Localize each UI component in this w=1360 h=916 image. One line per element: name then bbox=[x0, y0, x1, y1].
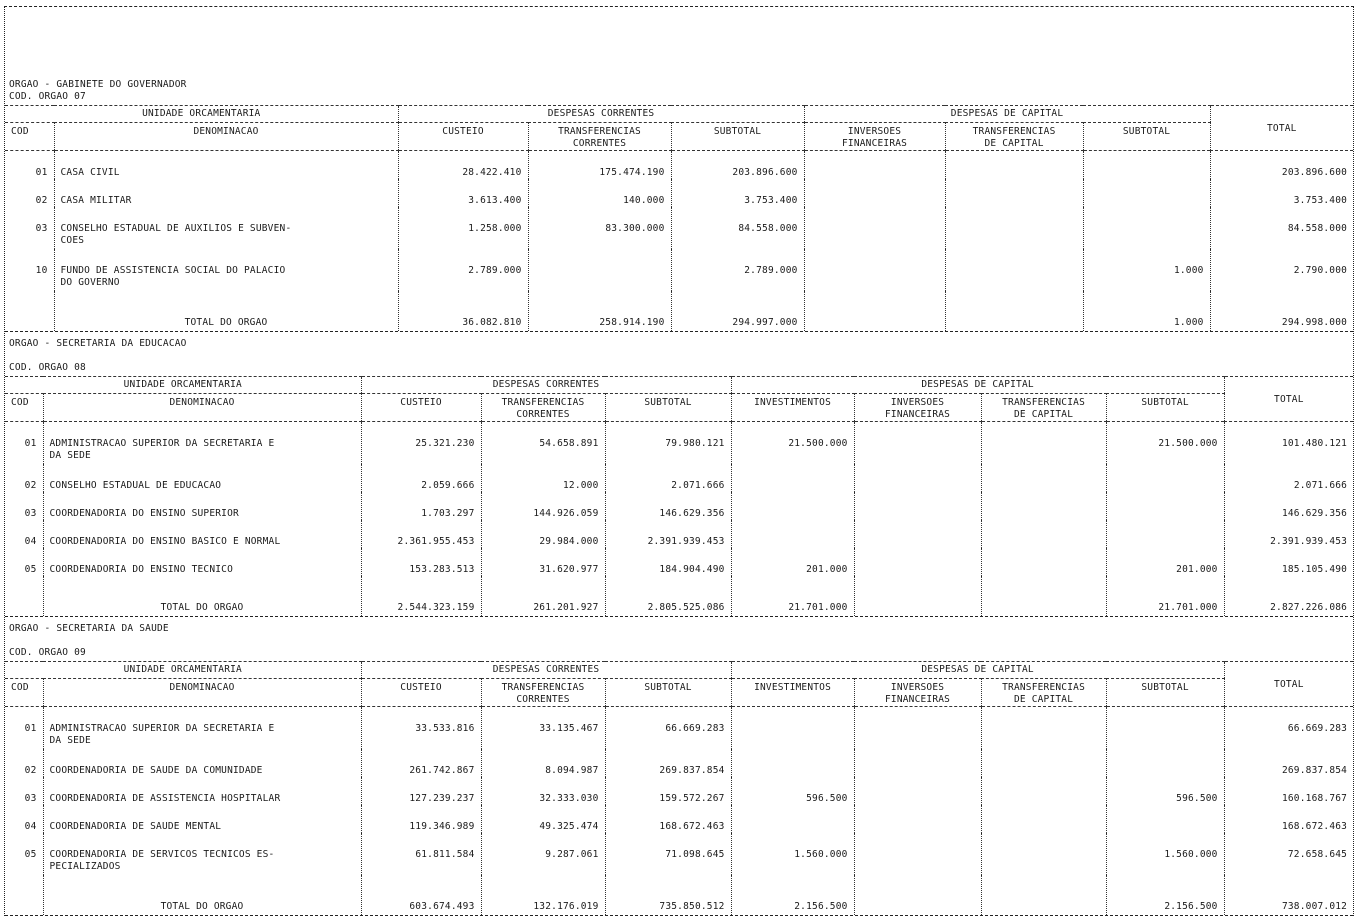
total-invest: 21.701.000 bbox=[731, 576, 854, 616]
total-cod-empty bbox=[5, 291, 54, 331]
table-row bbox=[5, 805, 1353, 833]
total-inversoes bbox=[854, 875, 981, 915]
cell-total: 168.672.463 bbox=[1224, 805, 1353, 833]
cell-inversoes bbox=[854, 777, 981, 805]
cell-transf: 32.333.030 bbox=[481, 777, 605, 805]
cell-transf: 29.984.000 bbox=[481, 520, 605, 548]
header-subtotal-capital: SUBTOTAL bbox=[1106, 679, 1224, 707]
table-row bbox=[5, 151, 1353, 180]
cell-transf: 31.620.977 bbox=[481, 548, 605, 576]
total-sub-cap: 1.000 bbox=[1083, 291, 1210, 331]
total-transf-cap bbox=[945, 291, 1083, 331]
header-inversoes-financeiras bbox=[854, 679, 981, 707]
header-custeio: CUSTEIO bbox=[361, 679, 481, 707]
row-cod: 01 bbox=[24, 723, 37, 734]
cell-sub-cap bbox=[1106, 749, 1224, 777]
header-subtotal-capital: SUBTOTAL bbox=[1106, 394, 1224, 422]
cell-sub-corr: 66.669.283 bbox=[605, 707, 731, 750]
header-line: DE CAPITAL bbox=[984, 138, 1044, 149]
header-total bbox=[1224, 377, 1353, 422]
header-line: TRANSFERENCIAS bbox=[501, 682, 585, 693]
header-total bbox=[1210, 106, 1353, 151]
row-cod: 01 bbox=[35, 167, 48, 178]
cell-sub-cap: 201.000 bbox=[1106, 548, 1224, 576]
total-total: 2.827.226.086 bbox=[1224, 576, 1353, 616]
header-subtotal-correntes: SUBTOTAL bbox=[605, 679, 731, 707]
total-cod-empty bbox=[5, 875, 43, 915]
cell-custeio: 153.283.513 bbox=[361, 548, 481, 576]
total-label: TOTAL DO ORGAO bbox=[43, 576, 361, 616]
total-total: 738.007.012 bbox=[1224, 875, 1353, 915]
cell-sub-corr: 203.896.600 bbox=[671, 151, 804, 180]
cell-transf-cap bbox=[981, 464, 1106, 492]
header-line: DE CAPITAL bbox=[1013, 409, 1074, 420]
cell-inversoes bbox=[854, 422, 981, 465]
cell-sub-corr: 184.904.490 bbox=[605, 548, 731, 576]
row-name-line: PECIALIZADOS bbox=[49, 861, 121, 872]
header-line: CORRENTES bbox=[516, 409, 570, 420]
header-custeio: CUSTEIO bbox=[361, 394, 481, 422]
table-row bbox=[5, 749, 1353, 777]
cell-custeio: 2.059.666 bbox=[361, 464, 481, 492]
row-cod: 02 bbox=[24, 480, 37, 491]
cell-sub-corr: 146.629.356 bbox=[605, 492, 731, 520]
row-name-line: DO GOVERNO bbox=[60, 277, 120, 288]
header-total bbox=[1224, 662, 1353, 707]
header-line: CORRENTES bbox=[516, 694, 570, 705]
header-line: FINANCEIRAS bbox=[841, 138, 908, 149]
total-cod-empty bbox=[5, 576, 43, 616]
header-line: INVERSOES bbox=[890, 397, 945, 408]
cell-inversoes bbox=[804, 249, 945, 291]
cell-total: 101.480.121 bbox=[1224, 422, 1353, 465]
header-line: CORRENTES bbox=[572, 138, 627, 149]
column-header-row bbox=[5, 123, 1353, 151]
cell-sub-corr: 71.098.645 bbox=[605, 833, 731, 875]
header-line: INVERSOES bbox=[847, 126, 902, 137]
cell-transf: 54.658.891 bbox=[481, 422, 605, 465]
budget-report-page bbox=[4, 6, 1354, 916]
cell-inversoes bbox=[854, 707, 981, 750]
header-investimentos: INVESTIMENTOS bbox=[731, 679, 854, 707]
orgao-code: COD. ORGAO 09 bbox=[9, 647, 86, 658]
table-row bbox=[5, 207, 1353, 249]
cell-invest: 201.000 bbox=[731, 548, 854, 576]
total-label: TOTAL DO ORGAO bbox=[43, 875, 361, 915]
cell-transf: 8.094.987 bbox=[481, 749, 605, 777]
cell-custeio: 3.613.400 bbox=[398, 179, 528, 207]
orgao-name: ORGAO - GABINETE DO GOVERNADOR bbox=[9, 79, 187, 90]
row-denominacao bbox=[54, 207, 398, 249]
cell-sub-corr: 3.753.400 bbox=[671, 179, 804, 207]
header-inversoes-financeiras bbox=[804, 123, 945, 151]
cell-invest bbox=[731, 464, 854, 492]
row-name-line: FUNDO DE ASSISTENCIA SOCIAL DO PALACIO bbox=[60, 265, 286, 276]
row-name-line: COORDENADORIA DO ENSINO SUPERIOR bbox=[49, 508, 239, 519]
row-name-line: COES bbox=[60, 235, 85, 246]
cell-custeio: 61.811.584 bbox=[361, 833, 481, 875]
total-custeio: 2.544.323.159 bbox=[361, 576, 481, 616]
cell-invest bbox=[731, 805, 854, 833]
orgao-header bbox=[5, 617, 1353, 661]
header-investimentos: INVESTIMENTOS bbox=[731, 394, 854, 422]
cell-transf: 9.287.061 bbox=[481, 833, 605, 875]
header-despesas-correntes: DESPESAS CORRENTES bbox=[361, 662, 731, 679]
orgao-name: ORGAO - SECRETARIA DA EDUCACAO bbox=[9, 338, 187, 349]
row-name-line: CONSELHO ESTADUAL DE AUXILIOS E SUBVEN- bbox=[60, 223, 292, 234]
cell-custeio: 25.321.230 bbox=[361, 422, 481, 465]
row-cod: 10 bbox=[35, 265, 48, 276]
cell-sub-cap bbox=[1083, 207, 1210, 249]
table-row bbox=[5, 833, 1353, 875]
cell-transf-cap bbox=[945, 179, 1083, 207]
row-cod: 01 bbox=[24, 438, 37, 449]
header-despesas-capital: DESPESAS DE CAPITAL bbox=[731, 662, 1224, 679]
cell-inversoes bbox=[854, 464, 981, 492]
row-denominacao bbox=[54, 249, 398, 291]
total-transf: 258.914.190 bbox=[528, 291, 671, 331]
total-transf: 261.201.927 bbox=[481, 576, 605, 616]
header-line: DE CAPITAL bbox=[1013, 694, 1074, 705]
cell-inversoes bbox=[804, 207, 945, 249]
cell-custeio: 28.422.410 bbox=[398, 151, 528, 180]
row-cod: 02 bbox=[24, 765, 37, 776]
cell-inversoes bbox=[854, 749, 981, 777]
cell-sub-corr: 168.672.463 bbox=[605, 805, 731, 833]
cell-total: 203.896.600 bbox=[1210, 151, 1353, 180]
row-name-line: CASA CIVIL bbox=[60, 167, 120, 178]
row-cod: 03 bbox=[35, 223, 48, 234]
cell-invest: 1.560.000 bbox=[731, 833, 854, 875]
total-custeio: 36.082.810 bbox=[398, 291, 528, 331]
row-denominacao bbox=[43, 777, 361, 805]
table-row bbox=[5, 548, 1353, 576]
total-sub-cap: 2.156.500 bbox=[1106, 875, 1224, 915]
cell-inversoes bbox=[854, 833, 981, 875]
cell-custeio: 119.346.989 bbox=[361, 805, 481, 833]
header-unidade: UNIDADE ORCAMENTARIA bbox=[5, 377, 361, 394]
header-line: FINANCEIRAS bbox=[884, 694, 951, 705]
cell-total: 269.837.854 bbox=[1224, 749, 1353, 777]
group-header-row bbox=[5, 662, 1353, 679]
row-denominacao bbox=[54, 179, 398, 207]
total-invest: 2.156.500 bbox=[731, 875, 854, 915]
cell-custeio: 1.258.000 bbox=[398, 207, 528, 249]
cell-total: 2.391.939.453 bbox=[1224, 520, 1353, 548]
row-denominacao bbox=[54, 151, 398, 180]
header-despesas-correntes: DESPESAS CORRENTES bbox=[398, 106, 804, 123]
cell-total: 146.629.356 bbox=[1224, 492, 1353, 520]
total-transf-cap bbox=[981, 576, 1106, 616]
header-total-label: TOTAL bbox=[1274, 394, 1304, 405]
header-total-label: TOTAL bbox=[1266, 123, 1297, 134]
total-transf-cap bbox=[981, 875, 1106, 915]
cell-sub-corr: 2.071.666 bbox=[605, 464, 731, 492]
cell-sub-cap bbox=[1106, 707, 1224, 750]
header-denominacao: DENOMINACAO bbox=[43, 394, 361, 422]
cell-sub-cap: 1.000 bbox=[1083, 249, 1210, 291]
orgao-code: COD. ORGAO 07 bbox=[9, 91, 86, 102]
row-name-line: COORDENADORIA DE ASSISTENCIA HOSPITALAR bbox=[49, 793, 281, 804]
cell-total: 2.790.000 bbox=[1210, 249, 1353, 291]
table-row bbox=[5, 464, 1353, 492]
row-cod: 05 bbox=[24, 564, 37, 575]
header-line: TRANSFERENCIAS bbox=[501, 397, 585, 408]
cell-total: 84.558.000 bbox=[1210, 207, 1353, 249]
header-denominacao: DENOMINACAO bbox=[54, 123, 398, 151]
header-cod: COD bbox=[5, 123, 54, 151]
group-header-row bbox=[5, 106, 1353, 123]
header-subtotal-correntes: SUBTOTAL bbox=[605, 394, 731, 422]
table-row bbox=[5, 707, 1353, 750]
row-denominacao bbox=[43, 520, 361, 548]
row-denominacao bbox=[43, 464, 361, 492]
cell-transf-cap bbox=[981, 422, 1106, 465]
table-row bbox=[5, 422, 1353, 465]
cell-invest bbox=[731, 520, 854, 548]
cell-sub-cap: 1.560.000 bbox=[1106, 833, 1224, 875]
row-name-line: COORDENADORIA DO ENSINO TECNICO bbox=[49, 564, 234, 575]
cell-custeio: 2.789.000 bbox=[398, 249, 528, 291]
header-cod: COD bbox=[5, 679, 43, 707]
header-line: TRANSFERENCIAS bbox=[972, 126, 1056, 137]
cell-custeio: 127.239.237 bbox=[361, 777, 481, 805]
header-line: FINANCEIRAS bbox=[884, 409, 951, 420]
total-label: TOTAL DO ORGAO bbox=[54, 291, 398, 331]
header-total-label: TOTAL bbox=[1274, 679, 1304, 690]
cell-invest bbox=[731, 707, 854, 750]
cell-transf: 12.000 bbox=[481, 464, 605, 492]
row-cod: 03 bbox=[24, 508, 37, 519]
total-custeio: 603.674.493 bbox=[361, 875, 481, 915]
orgao-name: ORGAO - SECRETARIA DA SAUDE bbox=[9, 623, 169, 634]
cell-transf-cap bbox=[945, 151, 1083, 180]
total-sub-corr: 294.997.000 bbox=[671, 291, 804, 331]
row-cod: 03 bbox=[24, 793, 37, 804]
cell-transf: 140.000 bbox=[528, 179, 671, 207]
row-cod: 05 bbox=[24, 849, 37, 860]
row-name-line: DA SEDE bbox=[49, 450, 91, 461]
cell-transf-cap bbox=[981, 805, 1106, 833]
cell-transf-cap bbox=[981, 520, 1106, 548]
cell-total: 3.753.400 bbox=[1210, 179, 1353, 207]
row-denominacao bbox=[43, 805, 361, 833]
cell-invest bbox=[731, 492, 854, 520]
cell-invest: 21.500.000 bbox=[731, 422, 854, 465]
row-name-line: COORDENADORIA DE SAUDE MENTAL bbox=[49, 821, 222, 832]
total-sub-corr: 2.805.525.086 bbox=[605, 576, 731, 616]
row-denominacao bbox=[43, 707, 361, 750]
header-subtotal-capital: SUBTOTAL bbox=[1083, 123, 1210, 151]
total-inversoes bbox=[854, 576, 981, 616]
column-header-row bbox=[5, 394, 1353, 422]
row-name-line: COORDENADORIA DO ENSINO BASICO E NORMAL bbox=[49, 536, 281, 547]
cell-transf: 83.300.000 bbox=[528, 207, 671, 249]
table-row bbox=[5, 492, 1353, 520]
cell-transf-cap bbox=[981, 777, 1106, 805]
cell-total: 66.669.283 bbox=[1224, 707, 1353, 750]
cell-transf-cap bbox=[981, 707, 1106, 750]
cell-transf-cap bbox=[945, 207, 1083, 249]
header-inversoes-financeiras bbox=[854, 394, 981, 422]
cell-transf bbox=[528, 249, 671, 291]
header-subtotal-correntes: SUBTOTAL bbox=[671, 123, 804, 151]
orgao-header bbox=[5, 7, 1353, 105]
table-row bbox=[5, 179, 1353, 207]
cell-total: 160.168.767 bbox=[1224, 777, 1353, 805]
table-row bbox=[5, 777, 1353, 805]
row-name-line: COORDENADORIA DE SERVICOS TECNICOS ES- bbox=[49, 849, 275, 860]
header-transferencias-capital bbox=[945, 123, 1083, 151]
row-name-line: DA SEDE bbox=[49, 735, 91, 746]
cell-sub-cap: 21.500.000 bbox=[1106, 422, 1224, 465]
cell-inversoes bbox=[804, 151, 945, 180]
cell-sub-cap bbox=[1106, 805, 1224, 833]
row-cod: 04 bbox=[24, 821, 37, 832]
cell-custeio: 2.361.955.453 bbox=[361, 520, 481, 548]
row-denominacao bbox=[43, 548, 361, 576]
cell-total: 72.658.645 bbox=[1224, 833, 1353, 875]
cell-sub-cap: 596.500 bbox=[1106, 777, 1224, 805]
cell-inversoes bbox=[854, 548, 981, 576]
total-transf: 132.176.019 bbox=[481, 875, 605, 915]
budget-table bbox=[5, 105, 1353, 331]
row-name-line: ADMINISTRACAO SUPERIOR DA SECRETARIA E bbox=[49, 723, 275, 734]
cell-sub-cap bbox=[1106, 520, 1224, 548]
header-unidade: UNIDADE ORCAMENTARIA bbox=[5, 662, 361, 679]
cell-sub-cap bbox=[1106, 464, 1224, 492]
cell-transf: 33.135.467 bbox=[481, 707, 605, 750]
header-line: TRANSFERENCIAS bbox=[1002, 682, 1085, 693]
cell-inversoes bbox=[854, 492, 981, 520]
header-denominacao: DENOMINACAO bbox=[43, 679, 361, 707]
blank-line bbox=[9, 350, 1353, 362]
cell-transf-cap bbox=[981, 548, 1106, 576]
group-header-row bbox=[5, 377, 1353, 394]
orgao-section bbox=[5, 332, 1353, 617]
row-name-line: CONSELHO ESTADUAL DE EDUCACAO bbox=[49, 480, 222, 491]
column-header-row bbox=[5, 679, 1353, 707]
cell-inversoes bbox=[804, 179, 945, 207]
row-denominacao bbox=[43, 749, 361, 777]
orgao-header bbox=[5, 332, 1353, 376]
row-name-line: COORDENADORIA DE SAUDE DA COMUNIDADE bbox=[49, 765, 263, 776]
header-transferencias-capital bbox=[981, 394, 1106, 422]
header-transferencias-correntes bbox=[481, 394, 605, 422]
cell-transf-cap bbox=[945, 249, 1083, 291]
cell-sub-corr: 159.572.267 bbox=[605, 777, 731, 805]
cell-invest: 596.500 bbox=[731, 777, 854, 805]
cell-inversoes bbox=[854, 520, 981, 548]
cell-inversoes bbox=[854, 805, 981, 833]
cell-sub-corr: 2.789.000 bbox=[671, 249, 804, 291]
header-transferencias-correntes bbox=[528, 123, 671, 151]
cell-custeio: 33.533.816 bbox=[361, 707, 481, 750]
cell-invest bbox=[731, 749, 854, 777]
cell-transf: 49.325.474 bbox=[481, 805, 605, 833]
cell-sub-cap bbox=[1106, 492, 1224, 520]
row-denominacao bbox=[43, 492, 361, 520]
row-cod: 04 bbox=[24, 536, 37, 547]
header-unidade: UNIDADE ORCAMENTARIA bbox=[5, 106, 398, 123]
total-row bbox=[5, 291, 1353, 331]
table-row bbox=[5, 249, 1353, 291]
cell-transf: 144.926.059 bbox=[481, 492, 605, 520]
row-cod: 02 bbox=[35, 195, 48, 206]
header-transferencias-correntes bbox=[481, 679, 605, 707]
cell-sub-corr: 2.391.939.453 bbox=[605, 520, 731, 548]
cell-transf: 175.474.190 bbox=[528, 151, 671, 180]
row-denominacao bbox=[43, 833, 361, 875]
orgao-code: COD. ORGAO 08 bbox=[9, 362, 86, 373]
cell-sub-corr: 269.837.854 bbox=[605, 749, 731, 777]
header-line: TRANSFERENCIAS bbox=[558, 126, 641, 137]
header-despesas-capital: DESPESAS DE CAPITAL bbox=[804, 106, 1210, 123]
total-row bbox=[5, 576, 1353, 616]
cell-sub-corr: 84.558.000 bbox=[671, 207, 804, 249]
cell-total: 185.105.490 bbox=[1224, 548, 1353, 576]
header-cod: COD bbox=[5, 394, 43, 422]
cell-sub-cap bbox=[1083, 179, 1210, 207]
row-name-line: CASA MILITAR bbox=[60, 195, 132, 206]
total-row bbox=[5, 875, 1353, 915]
cell-sub-cap bbox=[1083, 151, 1210, 180]
row-name-line: ADMINISTRACAO SUPERIOR DA SECRETARIA E bbox=[49, 438, 275, 449]
cell-transf-cap bbox=[981, 749, 1106, 777]
header-despesas-correntes: DESPESAS CORRENTES bbox=[361, 377, 731, 394]
table-row bbox=[5, 520, 1353, 548]
cell-transf-cap bbox=[981, 492, 1106, 520]
cell-total: 2.071.666 bbox=[1224, 464, 1353, 492]
total-total: 294.998.000 bbox=[1210, 291, 1353, 331]
blank-line bbox=[9, 635, 1353, 647]
header-line: TRANSFERENCIAS bbox=[1002, 397, 1085, 408]
budget-table bbox=[5, 661, 1353, 915]
row-denominacao bbox=[43, 422, 361, 465]
header-transferencias-capital bbox=[981, 679, 1106, 707]
header-custeio: CUSTEIO bbox=[398, 123, 528, 151]
cell-custeio: 261.742.867 bbox=[361, 749, 481, 777]
orgao-section bbox=[5, 617, 1353, 916]
total-sub-cap: 21.701.000 bbox=[1106, 576, 1224, 616]
total-inversoes bbox=[804, 291, 945, 331]
cell-transf-cap bbox=[981, 833, 1106, 875]
orgao-section bbox=[5, 7, 1353, 332]
total-sub-corr: 735.850.512 bbox=[605, 875, 731, 915]
cell-custeio: 1.703.297 bbox=[361, 492, 481, 520]
header-line: INVERSOES bbox=[890, 682, 945, 693]
cell-sub-corr: 79.980.121 bbox=[605, 422, 731, 465]
header-despesas-capital: DESPESAS DE CAPITAL bbox=[731, 377, 1224, 394]
budget-table bbox=[5, 376, 1353, 616]
